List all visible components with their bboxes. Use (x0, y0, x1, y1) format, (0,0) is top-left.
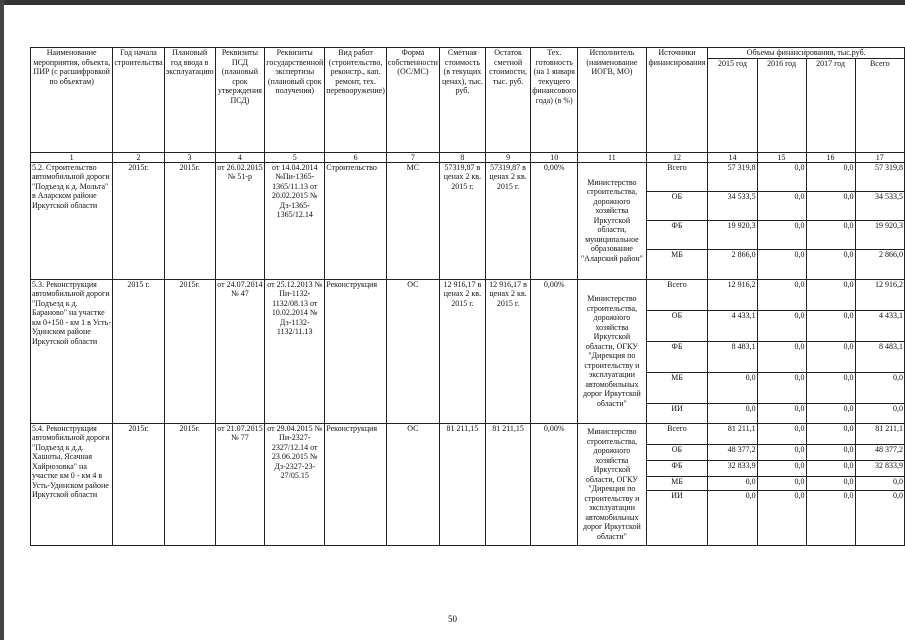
executor: Министерство строительства, дорожного хозяйства Иркутской области, муниципальное образование "Аларский район" (578, 162, 646, 279)
amount-total: 0,0 (855, 476, 904, 490)
amount-2016: 0,0 (757, 341, 806, 372)
column-number: 14 (708, 152, 757, 162)
readiness-percent: 0,00% (531, 279, 578, 423)
funding-source: ОБ (646, 191, 708, 220)
amount-2015: 8 483,1 (708, 341, 757, 372)
amount-2016: 0,0 (757, 249, 806, 279)
readiness-percent: 0,00% (531, 423, 578, 545)
amount-2017: 0,0 (806, 191, 855, 220)
estimated-cost: 81 211,15 (439, 423, 485, 545)
page-number: 50 (448, 614, 457, 624)
amount-2015: 57 319,8 (708, 162, 757, 191)
amount-2015: 4 433,1 (708, 310, 757, 341)
estimated-cost: 12 916,17 в ценах 2 кв. 2015 г. (439, 279, 485, 423)
plan-year: 2015г. (164, 162, 215, 279)
header-expertise: Реквизиты государственной экспертизы (плановый срок получения) (265, 48, 325, 153)
column-number: 17 (855, 152, 904, 162)
column-number: 3 (164, 152, 215, 162)
amount-2017: 0,0 (806, 476, 855, 490)
column-number: 6 (325, 152, 387, 162)
remaining-cost: 12 916,17 в ценах 2 кв. 2015 г. (485, 279, 530, 423)
executor: Министерство строительства, дорожного хозяйства Иркутской области, ОГКУ "Дирекция по строительству и эксплуатации автомобильных дорог Иркутской области" (578, 423, 646, 545)
amount-2015: 0,0 (708, 372, 757, 403)
header-financing: Объемы финансирования, тыс.руб. (708, 48, 905, 59)
amount-2017: 0,0 (806, 279, 855, 310)
plan-year: 2015г. (164, 279, 215, 423)
header-executor: Исполнитель (наименование ИОГВ, МО) (578, 48, 646, 153)
amount-2016: 0,0 (757, 476, 806, 490)
start-year: 2015 г. (113, 279, 164, 423)
header-total: Всего (855, 58, 904, 152)
amount-total: 81 211,1 (855, 423, 904, 444)
psd-details: от 26.02.2015 № 51-р (215, 162, 265, 279)
psd-details: от 21.07.2015 № 77 (215, 423, 265, 545)
remaining-cost: 81 211,15 (485, 423, 530, 545)
funding-source: ИИ (646, 403, 708, 423)
start-year: 2015г. (113, 162, 164, 279)
funding-source: ФБ (646, 341, 708, 372)
ownership-form: ОС (386, 423, 439, 545)
header-work-type: Вид работ (строительство, реконстр., кап. ремонт, тех. перевооружение) (325, 48, 387, 153)
amount-2017: 0,0 (806, 490, 855, 545)
column-number: 12 (646, 152, 708, 162)
amount-total: 19 920,3 (855, 220, 904, 249)
header-ownership: Форма собственности (ОС/МС) (386, 48, 439, 153)
column-number: 15 (757, 152, 806, 162)
amount-2015: 48 377,2 (708, 444, 757, 460)
funding-source: ФБ (646, 460, 708, 476)
amount-total: 12 916,2 (855, 279, 904, 310)
scan-edge-left (0, 0, 4, 640)
work-type: Строительство (325, 162, 387, 279)
funding-source: ИИ (646, 490, 708, 545)
amount-total: 57 319,8 (855, 162, 904, 191)
amount-2016: 0,0 (757, 310, 806, 341)
amount-total: 0,0 (855, 372, 904, 403)
header-remaining: Остаток сметной стоимости, тыс. руб. (485, 48, 530, 153)
amount-2016: 0,0 (757, 191, 806, 220)
amount-2015: 81 211,1 (708, 423, 757, 444)
column-number-row (31, 152, 905, 162)
funding-source: МБ (646, 476, 708, 490)
funding-source: Всего (646, 423, 708, 444)
header-start-year: Год начала строительства (113, 48, 164, 153)
object-name: 5.2. Строительство автомобильной дороги "Подъезд к д. Мольта" в Аларском районе Иркутской области (31, 162, 113, 279)
executor: Министерство строительства, дорожного хозяйства Иркутской области, ОГКУ "Дирекция по строительству и эксплуатации автомобильных дорог Иркутской области" (578, 279, 646, 423)
amount-total: 2 866,0 (855, 249, 904, 279)
amount-2017: 0,0 (806, 423, 855, 444)
funding-source: Всего (646, 279, 708, 310)
header-psd-details: Реквизиты ПСД (плановый срок утверждения ПСД) (215, 48, 265, 153)
amount-2015: 2 866,0 (708, 249, 757, 279)
column-number: 5 (265, 152, 325, 162)
funding-source: МБ (646, 249, 708, 279)
object-name: 5.4. Реконструкция автомобильной дороги "Подъезд к д.д. Хашоты, Ясачная Хайрюзовка" на участке км 0 - км 4 в Усть-Удинском районе Иркутской области (31, 423, 113, 545)
amount-2016: 0,0 (757, 423, 806, 444)
header-2017: 2017 год (806, 58, 855, 152)
table-row (31, 423, 905, 444)
psd-details: от 24.07.2014 № 47 (215, 279, 265, 423)
amount-total: 34 533,5 (855, 191, 904, 220)
amount-total: 0,0 (855, 403, 904, 423)
column-number: 9 (485, 152, 530, 162)
column-number: 8 (439, 152, 485, 162)
header-2016: 2016 год (757, 58, 806, 152)
column-number: 2 (113, 152, 164, 162)
amount-2017: 0,0 (806, 220, 855, 249)
amount-2015: 34 533,5 (708, 191, 757, 220)
amount-2016: 0,0 (757, 444, 806, 460)
amount-2015: 0,0 (708, 476, 757, 490)
ownership-form: МС (386, 162, 439, 279)
header-readiness: Тех. готовность (на 1 января текущего финансового года) (в %) (531, 48, 578, 153)
amount-2017: 0,0 (806, 372, 855, 403)
financing-table (30, 47, 905, 546)
amount-2017: 0,0 (806, 249, 855, 279)
amount-2016: 0,0 (757, 403, 806, 423)
funding-source: ОБ (646, 444, 708, 460)
plan-year: 2015г. (164, 423, 215, 545)
amount-total: 32 833,9 (855, 460, 904, 476)
amount-2015: 0,0 (708, 403, 757, 423)
column-number: 10 (531, 152, 578, 162)
funding-source: МБ (646, 372, 708, 403)
readiness-percent: 0,00% (531, 162, 578, 279)
amount-2017: 0,0 (806, 162, 855, 191)
expertise-details: от 25.12.2013 № Пи-1132-1132/08.13 от 10.02.2014 № Дз-1132-1132/11.13 (265, 279, 325, 423)
header-sources: Источники финансирования (646, 48, 708, 153)
amount-2015: 19 920,3 (708, 220, 757, 249)
amount-total: 4 433,1 (855, 310, 904, 341)
start-year: 2015г. (113, 423, 164, 545)
amount-2017: 0,0 (806, 460, 855, 476)
estimated-cost: 57319,87 в ценах 2 кв. 2015 г. (439, 162, 485, 279)
header-2015: 2015 год (708, 58, 757, 152)
scan-edge-top (0, 0, 905, 5)
funding-source: ФБ (646, 220, 708, 249)
column-number: 16 (806, 152, 855, 162)
amount-total: 8 483,1 (855, 341, 904, 372)
amount-2017: 0,0 (806, 341, 855, 372)
expertise-details: от 14.04.2014 №Пи-1365-1365/11.13 от 20.02.2015 № Дз-1365-1365/12.14 (265, 162, 325, 279)
amount-2017: 0,0 (806, 403, 855, 423)
column-number: 11 (578, 152, 646, 162)
ownership-form: ОС (386, 279, 439, 423)
amount-2016: 0,0 (757, 220, 806, 249)
amount-2015: 32 833,9 (708, 460, 757, 476)
amount-2017: 0,0 (806, 444, 855, 460)
table-row (31, 162, 905, 191)
amount-total: 0,0 (855, 490, 904, 545)
amount-2016: 0,0 (757, 372, 806, 403)
table-row (31, 279, 905, 310)
header-cost: Сметная стоимость (в текущих ценах), тыс. руб. (439, 48, 485, 153)
amount-total: 48 377,2 (855, 444, 904, 460)
work-type: Реконструкция (325, 423, 387, 545)
column-number: 7 (386, 152, 439, 162)
amount-2016: 0,0 (757, 279, 806, 310)
column-number: 1 (31, 152, 113, 162)
column-number: 4 (215, 152, 265, 162)
amount-2015: 0,0 (708, 490, 757, 545)
amount-2016: 0,0 (757, 490, 806, 545)
amount-2017: 0,0 (806, 310, 855, 341)
object-name: 5.3. Реконструкция автомобильной дороги "Подъезд к д. Бараново" на участке км 0+150 - км 1 в Усть-Удинском районе Иркутской области (31, 279, 113, 423)
work-type: Реконструкция (325, 279, 387, 423)
funding-source: ОБ (646, 310, 708, 341)
amount-2015: 12 916,2 (708, 279, 757, 310)
amount-2016: 0,0 (757, 162, 806, 191)
header-name: Наименование мероприятия, объекта, ПИР (с расшифровкой по объектам) (31, 48, 113, 153)
funding-source: Всего (646, 162, 708, 191)
remaining-cost: 57319,87 в ценах 2 кв. 2015 г. (485, 162, 530, 279)
header-plan-year: Плановый год ввода в эксплуатацию (164, 48, 215, 153)
expertise-details: от 29.04.2015 № Пи-2327-2327/12.14 от 23.06.2015 № Дз-2327-23-27/05.15 (265, 423, 325, 545)
amount-2016: 0,0 (757, 460, 806, 476)
